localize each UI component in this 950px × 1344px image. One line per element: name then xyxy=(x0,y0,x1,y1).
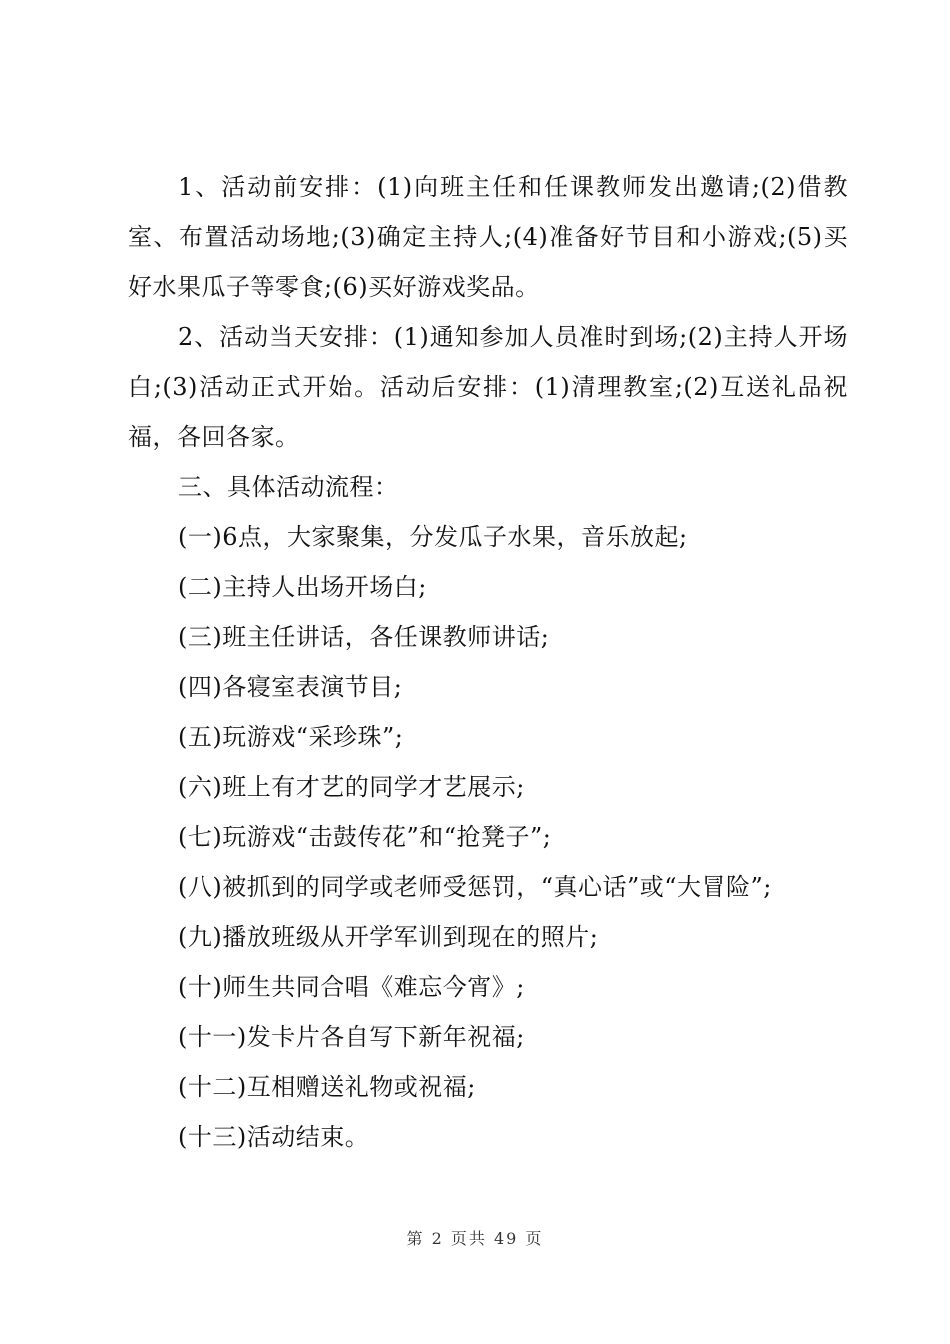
list-item: (十一)发卡片各自写下新年祝福; xyxy=(178,1023,525,1051)
list-item: (八)被抓到的同学或老师受惩罚，“真心话”或“大冒险”; xyxy=(178,873,772,901)
paragraph-day-activity: 2、活动当天安排：(1)通知参加人员准时到场;(2)主持人开场白;(3)活动正式开始。活动后安排：(1)清理教室;(2)互送礼品祝福，各回各家。 xyxy=(128,323,848,451)
list-item: (六)班上有才艺的同学才艺展示; xyxy=(178,773,525,801)
list-item: (九)播放班级从开学军训到现在的照片; xyxy=(178,923,599,951)
paragraph-pre-activity: 1、活动前安排：(1)向班主任和任课教师发出邀请;(2)借教室、布置活动场地;(3)确定主持人;(4)准备好节目和小游戏;(5)买好水果瓜子等零食;(6)买好游戏奖品。 xyxy=(128,173,848,301)
list-item: (二)主持人出场开场白; xyxy=(178,573,427,601)
list-item: (五)玩游戏“采珍珠”; xyxy=(178,723,404,751)
list-item: (四)各寝室表演节目; xyxy=(178,673,403,701)
list-item: (一)6点，大家聚集，分发瓜子水果，音乐放起; xyxy=(178,523,688,551)
page-footer: 第 2 页共 49 页 xyxy=(406,1229,544,1248)
list-item: (三)班主任讲话，各任课教师讲话; xyxy=(178,623,550,651)
document-body xyxy=(128,162,848,1162)
list-item: (十二)互相赠送礼物或祝福; xyxy=(178,1073,476,1101)
list-item: (七)玩游戏“击鼓传花”和“抢凳子”; xyxy=(178,823,552,851)
list-item: (十)师生共同合唱《难忘今宵》; xyxy=(178,973,525,1001)
section-heading-flow: 三、具体活动流程： xyxy=(178,473,399,501)
list-item: (十三)活动结束。 xyxy=(178,1123,370,1151)
